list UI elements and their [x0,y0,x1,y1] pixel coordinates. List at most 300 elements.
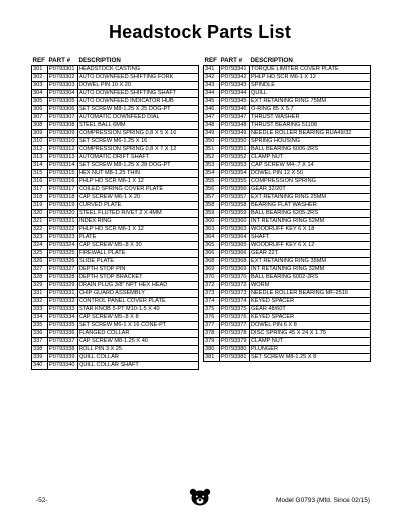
table-row [32,290,199,298]
table-row [32,170,199,178]
ref-cell: 342 [204,74,220,82]
description-cell: HEADSTOCK CASTING [78,66,199,74]
ref-cell: 320 [32,210,48,218]
part-number-cell: P0793379 [220,338,250,346]
description-cell: DRAIN PLUG 3/8" NPT HEX HEAD [78,282,199,290]
part-number-cell: P0793316 [48,178,78,186]
table-row [32,362,199,370]
table-row [32,226,199,234]
table-row [204,114,371,122]
ref-cell: 353 [204,162,220,170]
description-cell: STEEL FLUTED RIVET 2 X 4MM [78,210,199,218]
description-cell: WOODRUFF KEY 6 X 18 [250,226,371,234]
part-number-cell: P0793313 [48,154,78,162]
parts-table-right [203,56,371,362]
part-number-cell: P0793377 [220,322,250,330]
description-cell: CAP SCREW M4-.7 X 14 [250,162,371,170]
ref-cell: 363 [204,226,220,234]
table-row [32,202,199,210]
ref-cell: 322 [32,226,48,234]
part-number-cell: P0793346 [220,106,250,114]
description-cell: PHLP HD SCR M6-1 X 12 [250,74,371,82]
table-row [32,74,199,82]
description-cell: SET SCREW M6-1 X 16 CONE-PT [78,322,199,330]
ref-cell: 331 [32,290,48,298]
table-row [32,354,199,362]
description-cell: THRUST BEARING 51108 [250,122,371,130]
ref-cell: 374 [204,298,220,306]
part-number-cell: P0793380 [220,346,250,354]
part-number-cell: P0793368 [220,258,250,266]
ref-cell: 341 [204,66,220,74]
part-number-header: PART # [48,56,78,66]
table-row [204,162,371,170]
description-cell: BALL BEARING 6002-2RS [250,274,371,282]
ref-cell: 309 [32,130,48,138]
page-title: Headstock Parts List [108,22,292,42]
ref-cell: 334 [32,314,48,322]
ref-cell: 318 [32,194,48,202]
description-cell: NEEDLE ROLLER BEARING MF-2516 [250,290,371,298]
table-row [32,346,199,354]
description-cell: COILED SPRING COVER PLATE [78,186,199,194]
table-row [32,274,199,282]
description-cell: INT RETAINING RING 52MM [250,218,371,226]
table-row [204,210,371,218]
table-row [204,234,371,242]
model-info: Model G0793 (Mfd. Since 02/15) [276,497,370,504]
part-number-cell: P0793304 [48,90,78,98]
ref-cell: 370 [204,274,220,282]
description-cell: GEAR 32/20T [250,186,371,194]
ref-cell: 381 [204,354,220,362]
table-row [32,122,199,130]
description-cell: CURVED PLATE [78,202,199,210]
description-cell: STEEL BALL 6MM [78,122,199,130]
part-number-cell: P0793309 [48,130,78,138]
description-cell: GEAR 48/60T [250,306,371,314]
table-row [204,82,371,90]
table-row [204,306,371,314]
part-number-cell: P0793339 [48,354,78,362]
table-row [32,146,199,154]
part-number-cell: P0793364 [220,234,250,242]
ref-cell: 332 [32,298,48,306]
ref-cell: 301 [32,66,48,74]
description-cell: AUTOMATIC DRIFT SHAFT [78,154,199,162]
ref-cell: 351 [204,146,220,154]
part-number-cell: P0793322 [48,226,78,234]
table-row [204,218,371,226]
table-row [204,186,371,194]
part-number-cell: P0793336 [48,330,78,338]
table-row [32,258,199,266]
description-cell: CLAMP NUT [250,338,371,346]
part-number-cell: P0793350 [220,138,250,146]
part-number-cell: P0793303 [48,82,78,90]
table-row [32,98,199,106]
table-row [204,346,371,354]
ref-cell: 313 [32,154,48,162]
ref-cell: 356 [204,186,220,194]
ref-cell: 329 [32,282,48,290]
table-row [204,242,371,250]
description-cell: SET SCREW M8-1.25 X 28 DOG-PT [78,162,199,170]
ref-cell: 372 [204,282,220,290]
description-cell: DEPTH STOP PIN [78,266,199,274]
table-row [204,354,371,362]
description-cell: INT RETAINING RING 32MM [250,266,371,274]
ref-cell: 344 [204,90,220,98]
part-number-cell: P0793366 [220,250,250,258]
ref-cell: 346 [204,106,220,114]
table-row [32,178,199,186]
description-cell: CHIP GUARD ASSEMBLY [78,290,199,298]
table-row [204,322,371,330]
description-cell: WOODRUFF KEY 6 X 12 [250,242,371,250]
description-cell: COMPRESSION SPRING [250,178,371,186]
table-row [204,66,371,74]
ref-cell: 376 [204,314,220,322]
part-number-cell: P0793369 [220,266,250,274]
part-number-cell: P0793343 [220,82,250,90]
part-number-cell: P0793356 [220,186,250,194]
description-cell: CAP SCREW M8-1.25 X 40 [78,338,199,346]
ref-cell: 317 [32,186,48,194]
description-header: DESCRIPTION [78,56,199,66]
ref-cell: 348 [204,122,220,130]
description-cell: QUILL [250,90,371,98]
table-row [204,338,371,346]
ref-cell: 338 [32,346,48,354]
part-number-cell: P0793327 [48,266,78,274]
ref-cell: 336 [32,330,48,338]
part-number-cell: P0793310 [48,138,78,146]
table-row [32,210,199,218]
ref-header: REF [204,56,220,66]
ref-cell: 328 [32,274,48,282]
table-row [32,66,199,74]
description-cell: BALL BEARING 6205-2RS [250,210,371,218]
description-cell: TORQUE LIMITER COVER PLATE [250,66,371,74]
description-cell: EXT RETAINING RING 25MM [250,194,371,202]
description-cell: CONTROL PANEL COVER PLATE [78,298,199,306]
part-number-cell: P0793347 [220,114,250,122]
ref-cell: 304 [32,90,48,98]
table-row [204,282,371,290]
ref-cell: 345 [204,98,220,106]
table-row [204,314,371,322]
description-cell: PLATE [78,234,199,242]
table-row [32,82,199,90]
description-cell: SPINDLE [250,82,371,90]
description-cell: PHLP HD SCR M6-1 X 12 [78,178,199,186]
description-header: DESCRIPTION [250,56,371,66]
part-number-cell: P0793340 [48,362,78,370]
part-number-cell: P0793373 [220,290,250,298]
table-row [32,138,199,146]
ref-cell: 314 [32,162,48,170]
part-number-cell: P0793329 [48,282,78,290]
part-number-cell: P0793314 [48,162,78,170]
description-cell: KEYED SPACER [250,298,371,306]
ref-cell: 307 [32,114,48,122]
description-cell: DOWEL PIN 10 X 20 [78,82,199,90]
ref-cell: 327 [32,266,48,274]
ref-cell: 379 [204,338,220,346]
parts-table-left [31,56,199,370]
table-row [32,306,199,314]
description-cell: SET SCREW M8-1.25 X 25 DOG-PT [78,106,199,114]
ref-cell: 368 [204,258,220,266]
description-cell: FLANGED COLLAR [78,330,199,338]
ref-cell: 357 [204,194,220,202]
table-row [204,250,371,258]
description-cell: QUILL COLLAR SHAFT [78,362,199,370]
part-number-cell: P0793302 [48,74,78,82]
table-row [32,186,199,194]
table-header-row [204,56,371,66]
part-number-cell: P0793341 [220,66,250,74]
table-header-row [32,56,199,66]
description-cell: SLIDE PLATE [78,258,199,266]
description-cell: SET SCREW M8-1.25 X 8 [250,354,371,362]
table-row [32,218,199,226]
table-row [204,74,371,82]
table-row [204,146,371,154]
part-number-cell: P0793328 [48,274,78,282]
description-cell: PLUNGER [250,346,371,354]
ref-cell: 310 [32,138,48,146]
table-row [32,90,199,98]
part-number-cell: P0793332 [48,298,78,306]
part-number-cell: P0793353 [220,162,250,170]
table-row [32,234,199,242]
ref-cell: 315 [32,170,48,178]
table-row [32,106,199,114]
part-number-cell: P0793318 [48,194,78,202]
description-cell: EXT RETAINING RING 35MM [250,258,371,266]
description-cell: HEX NUT M8-1.25 THIN [78,170,199,178]
ref-header: REF [32,56,48,66]
table-row [204,194,371,202]
ref-cell: 349 [204,130,220,138]
table-row [32,266,199,274]
part-number-cell: P0793315 [48,170,78,178]
part-number-cell: P0793360 [220,218,250,226]
description-cell: DOWEL PIN 6 X 8 [250,322,371,330]
table-row [204,98,371,106]
description-cell: NEEDLE ROLLER BEARING RUA49/32 [250,130,371,138]
description-cell: STAR KNOB 5-PT M10-1.5 X 40 [78,306,199,314]
part-number-cell: P0793357 [220,194,250,202]
ref-cell: 340 [32,362,48,370]
ref-cell: 321 [32,218,48,226]
part-number-cell: P0793358 [220,202,250,210]
description-cell: COMPRESSION SPRING 0.8 X 7 X 12 [78,146,199,154]
part-number-cell: P0793333 [48,306,78,314]
part-number-cell: P0793307 [48,114,78,122]
description-cell: AUTO DOWNFEED INDICATOR HUB [78,98,199,106]
table-row [32,250,199,258]
bear-head-logo-icon [188,488,212,506]
description-cell: BEARING FLAT WASHER [250,202,371,210]
description-cell: QUILL COLLAR [78,354,199,362]
part-number-cell: P0793376 [220,314,250,322]
description-cell: COMPRESSION SPRING 0.8 X 5 X 16 [78,130,199,138]
part-number-cell: P0793337 [48,338,78,346]
ref-cell: 354 [204,170,220,178]
ref-cell: 306 [32,106,48,114]
part-number-cell: P0793319 [48,202,78,210]
description-cell: BALL BEARING 6006-2RS [250,146,371,154]
part-number-cell: P0793352 [220,154,250,162]
ref-cell: 302 [32,74,48,82]
part-number-cell: P0793354 [220,170,250,178]
table-row [204,178,371,186]
ref-cell: 335 [32,322,48,330]
ref-cell: 343 [204,82,220,90]
part-number-cell: P0793321 [48,218,78,226]
part-number-cell: P0793334 [48,314,78,322]
part-number-cell: P0793325 [48,250,78,258]
part-number-cell: P0793345 [220,98,250,106]
description-cell: DOWEL PIN 12 X 50 [250,170,371,178]
part-number-cell: P0793363 [220,226,250,234]
ref-cell: 369 [204,266,220,274]
table-row [204,154,371,162]
description-cell: SET SCREW M6-1.25 X 16 [78,138,199,146]
part-number-cell: P0793301 [48,66,78,74]
description-cell: AUTOMATIC DOWNFEED DIAL [78,114,199,122]
description-cell: O-RING 85 X 5.7 [250,106,371,114]
table-row [32,330,199,338]
ref-cell: 355 [204,178,220,186]
description-cell: PHLP HD SCR M6-1 X 12 [78,226,199,234]
part-number-header: PART # [220,56,250,66]
part-number-cell: P0793323 [48,234,78,242]
ref-cell: 380 [204,346,220,354]
part-number-cell: P0793351 [220,146,250,154]
ref-cell: 364 [204,234,220,242]
table-row [204,106,371,114]
table-row [204,298,371,306]
ref-cell: 333 [32,306,48,314]
ref-cell: 325 [32,250,48,258]
ref-cell: 360 [204,218,220,226]
part-number-cell: P0793331 [48,290,78,298]
table-row [204,138,371,146]
table-row [204,170,371,178]
part-number-cell: P0793306 [48,106,78,114]
table-row [32,130,199,138]
part-number-cell: P0793348 [220,122,250,130]
part-number-cell: P0793326 [48,258,78,266]
table-row [32,242,199,250]
table-row [204,258,371,266]
part-number-cell: P0793342 [220,74,250,82]
ref-cell: 308 [32,122,48,130]
description-cell: CAP SCREW M5-.8 X 30 [78,242,199,250]
table-row [204,90,371,98]
table-row [204,130,371,138]
part-number-cell: P0793335 [48,322,78,330]
ref-cell: 359 [204,210,220,218]
ref-cell: 377 [204,322,220,330]
description-cell: KEYED SPACER [250,314,371,322]
part-number-cell: P0793370 [220,274,250,282]
ref-cell: 319 [32,202,48,210]
description-cell: THRUST WASHER [250,114,371,122]
ref-cell: 365 [204,242,220,250]
description-cell: CLAMP NUT [250,154,371,162]
description-cell: GEAR 22T [250,250,371,258]
description-cell: EXT RETAINING RING 75MM [250,98,371,106]
ref-cell: 337 [32,338,48,346]
table-row [204,330,371,338]
ref-cell: 347 [204,114,220,122]
description-cell: CAP SCREW M6-1 X 20 [78,194,199,202]
table-row [32,314,199,322]
ref-cell: 312 [32,146,48,154]
ref-cell: 305 [32,98,48,106]
part-number-cell: P0793317 [48,186,78,194]
table-row [32,298,199,306]
part-number-cell: P0793320 [48,210,78,218]
ref-cell: 316 [32,178,48,186]
table-row [32,114,199,122]
table-row [32,154,199,162]
ref-cell: 373 [204,290,220,298]
description-cell: WORM [250,282,371,290]
ref-cell: 323 [32,234,48,242]
description-cell: DEPTH STOP BRACKET [78,274,199,282]
ref-cell: 339 [32,354,48,362]
description-cell: FIREWALL PLATE [78,250,199,258]
table-row [32,322,199,330]
description-cell: AUTO DOWNFEED SHIFTING FORK [78,74,199,82]
page-number: -52- [36,497,48,504]
ref-cell: 358 [204,202,220,210]
ref-cell: 375 [204,306,220,314]
table-row [32,282,199,290]
part-number-cell: P0793372 [220,282,250,290]
table-row [204,122,371,130]
part-number-cell: P0793365 [220,242,250,250]
description-cell: SHAFT [250,234,371,242]
part-number-cell: P0793381 [220,354,250,362]
part-number-cell: P0793378 [220,330,250,338]
table-row [32,162,199,170]
table-row [32,194,199,202]
description-cell: DISC SPRING 45 X 24 X 1.75 [250,330,371,338]
part-number-cell: P0793344 [220,90,250,98]
part-number-cell: P0793349 [220,130,250,138]
description-cell: CAP SCREW M5-.8 X 8 [78,314,199,322]
description-cell: ROLL PIN 3 X 25 [78,346,199,354]
part-number-cell: P0793355 [220,178,250,186]
ref-cell: 366 [204,250,220,258]
description-cell: INDEX RING [78,218,199,226]
part-number-cell: P0793312 [48,146,78,154]
part-number-cell: P0793375 [220,306,250,314]
part-number-cell: P0793338 [48,346,78,354]
ref-cell: 324 [32,242,48,250]
table-row [204,202,371,210]
ref-cell: 352 [204,154,220,162]
description-cell: SPRING HOUSING [250,138,371,146]
part-number-cell: P0793359 [220,210,250,218]
